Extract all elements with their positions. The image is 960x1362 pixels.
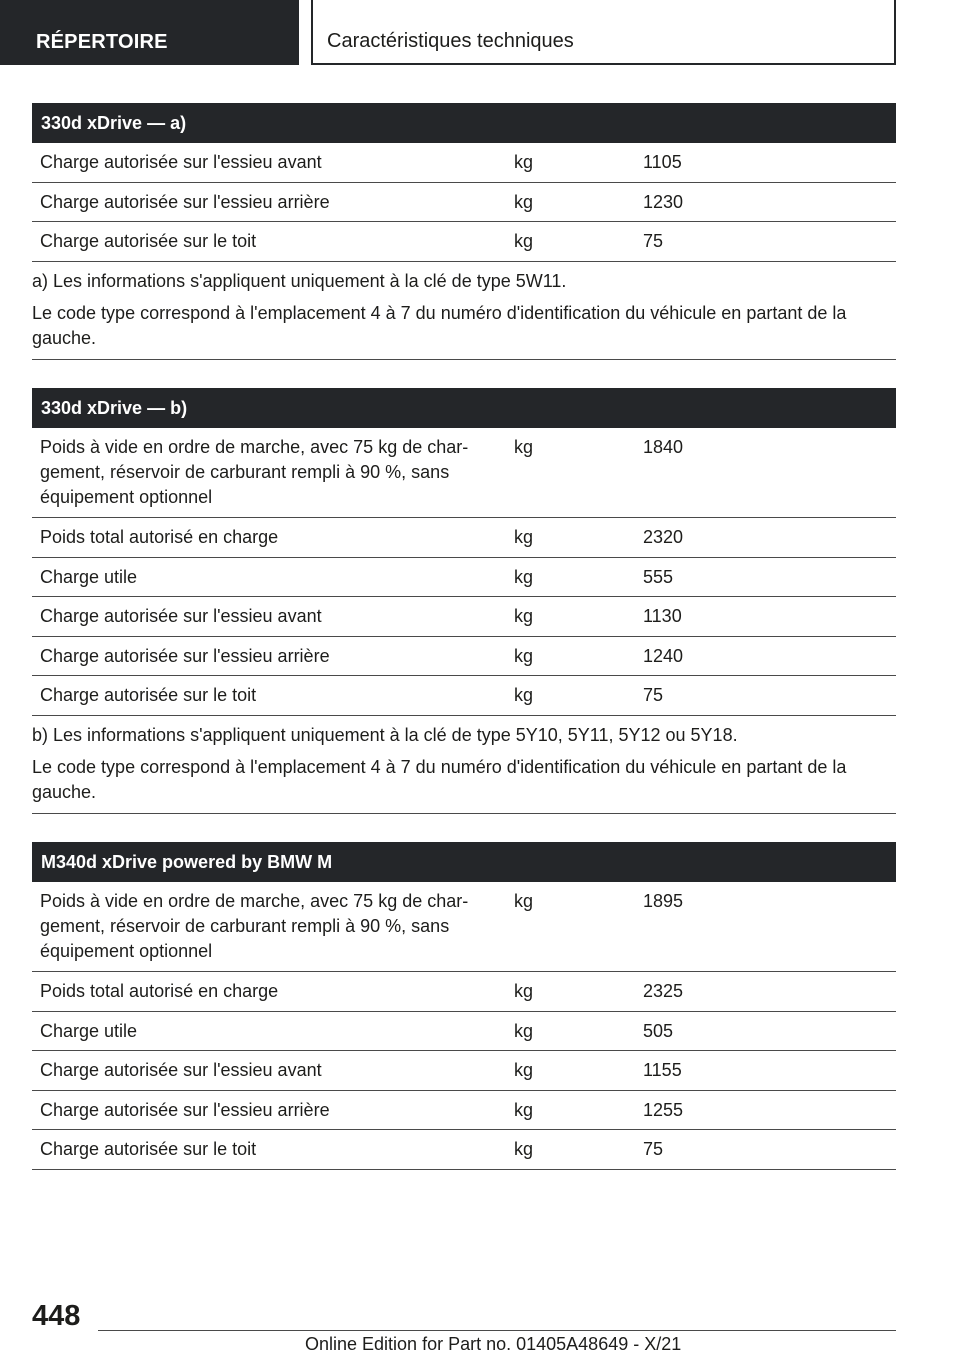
table-row bbox=[32, 1012, 896, 1052]
footnote-line: a) Les informations s'appliquent uniquement à la clé de type 5W11. bbox=[32, 270, 567, 291]
row-value: 1840 bbox=[643, 437, 684, 457]
row-value: 1255 bbox=[643, 1099, 684, 1120]
table-title: M340d xDrive powered by BMW M bbox=[32, 842, 896, 882]
row-value: 75 bbox=[643, 1139, 664, 1159]
row-unit: kg bbox=[514, 566, 534, 587]
footnote-line: b) Les informations s'appliquent uniquement à la clé de type 5Y10, 5Y11, 5Y12 ou 5Y18. bbox=[32, 724, 738, 745]
page-number: 448 bbox=[32, 1300, 81, 1332]
table-row bbox=[32, 1130, 896, 1170]
row-value: 555 bbox=[643, 566, 674, 587]
row-value: 1155 bbox=[643, 1060, 682, 1080]
row-value: 1105 bbox=[643, 152, 682, 172]
table-row bbox=[32, 637, 896, 677]
row-label: Charge utile bbox=[40, 1020, 138, 1041]
row-unit: kg bbox=[514, 437, 534, 457]
row-unit: kg bbox=[514, 1139, 534, 1159]
edition-note: Online Edition for Part no. 01405A48649 - X/21 bbox=[305, 1334, 682, 1354]
spec-table-330d-a bbox=[32, 103, 896, 360]
row-value: 1130 bbox=[643, 606, 682, 626]
row-unit: kg bbox=[514, 191, 534, 212]
row-unit: kg bbox=[514, 891, 534, 911]
row-value: 75 bbox=[643, 685, 664, 705]
section-tab bbox=[0, 0, 299, 65]
section-title: RÉPERTOIRE bbox=[36, 31, 168, 53]
row-value: 505 bbox=[643, 1020, 674, 1041]
row-label: Poids total autorisé en charge bbox=[40, 981, 279, 1001]
row-unit: kg bbox=[514, 606, 534, 626]
row-label: Poids à vide en ordre de marche, avec 75 kg de chargement, réservoir de carburant rempli à 90 %, sans équipement optionnel bbox=[40, 891, 469, 961]
row-value: 1240 bbox=[643, 645, 684, 666]
row-label: Poids total autorisé en charge bbox=[40, 527, 279, 547]
table-row bbox=[32, 1091, 896, 1131]
footnote-line: Le code type correspond à l'emplacement 4 à 7 du numéro d'identification du véhicule en partant de la gauche. bbox=[32, 756, 847, 802]
spec-table-330d-b bbox=[32, 388, 896, 814]
row-unit: kg bbox=[514, 1099, 534, 1120]
footer-divider bbox=[98, 1330, 896, 1331]
table-row bbox=[32, 972, 896, 1012]
row-unit: kg bbox=[514, 231, 534, 251]
row-label: Charge autorisée sur le toit bbox=[40, 685, 257, 705]
table-footnote bbox=[32, 262, 896, 360]
chapter-tab bbox=[311, 0, 896, 65]
table-row bbox=[32, 676, 896, 716]
row-label: Charge autorisée sur l'essieu arrière bbox=[40, 645, 330, 666]
row-value: 2320 bbox=[643, 527, 684, 547]
footnote-line: Le code type correspond à l'emplacement 4 à 7 du numéro d'identification du véhicule en partant de la gauche. bbox=[32, 302, 847, 348]
table-row bbox=[32, 1051, 896, 1091]
row-label: Charge autorisée sur l'essieu avant bbox=[40, 606, 322, 626]
table-title: 330d xDrive — b) bbox=[32, 388, 896, 428]
table-row bbox=[32, 558, 896, 598]
row-label: Charge autorisée sur l'essieu arrière bbox=[40, 1099, 330, 1120]
row-unit: kg bbox=[514, 685, 534, 705]
chapter-title: Caractéristiques techniques bbox=[327, 30, 574, 52]
table-row bbox=[32, 183, 896, 223]
table-title: 330d xDrive — a) bbox=[32, 103, 896, 143]
row-label: Charge autorisée sur l'essieu avant bbox=[40, 152, 322, 172]
row-label: Charge autorisée sur le toit bbox=[40, 231, 257, 251]
table-row bbox=[32, 597, 896, 637]
table-row bbox=[32, 428, 896, 518]
row-value: 2325 bbox=[643, 981, 684, 1001]
table-row bbox=[32, 222, 896, 262]
table-row bbox=[32, 518, 896, 558]
table-row bbox=[32, 882, 896, 972]
row-value: 1895 bbox=[643, 891, 684, 911]
row-unit: kg bbox=[514, 645, 534, 666]
row-label: Charge utile bbox=[40, 566, 138, 587]
row-label: Charge autorisée sur l'essieu avant bbox=[40, 1060, 322, 1080]
row-label: Poids à vide en ordre de marche, avec 75 kg de chargement, réservoir de carburant rempli à 90 %, sans équipement optionnel bbox=[40, 437, 469, 507]
row-label: Charge autorisée sur l'essieu arrière bbox=[40, 191, 330, 212]
spec-table-m340d bbox=[32, 842, 896, 1170]
row-value: 75 bbox=[643, 231, 664, 251]
row-unit: kg bbox=[514, 1060, 534, 1080]
row-unit: kg bbox=[514, 527, 534, 547]
row-value: 1230 bbox=[643, 191, 684, 212]
row-label: Charge autorisée sur le toit bbox=[40, 1139, 257, 1159]
table-row bbox=[32, 143, 896, 183]
row-unit: kg bbox=[514, 981, 534, 1001]
table-footnote bbox=[32, 716, 896, 814]
row-unit: kg bbox=[514, 152, 534, 172]
row-unit: kg bbox=[514, 1020, 534, 1041]
